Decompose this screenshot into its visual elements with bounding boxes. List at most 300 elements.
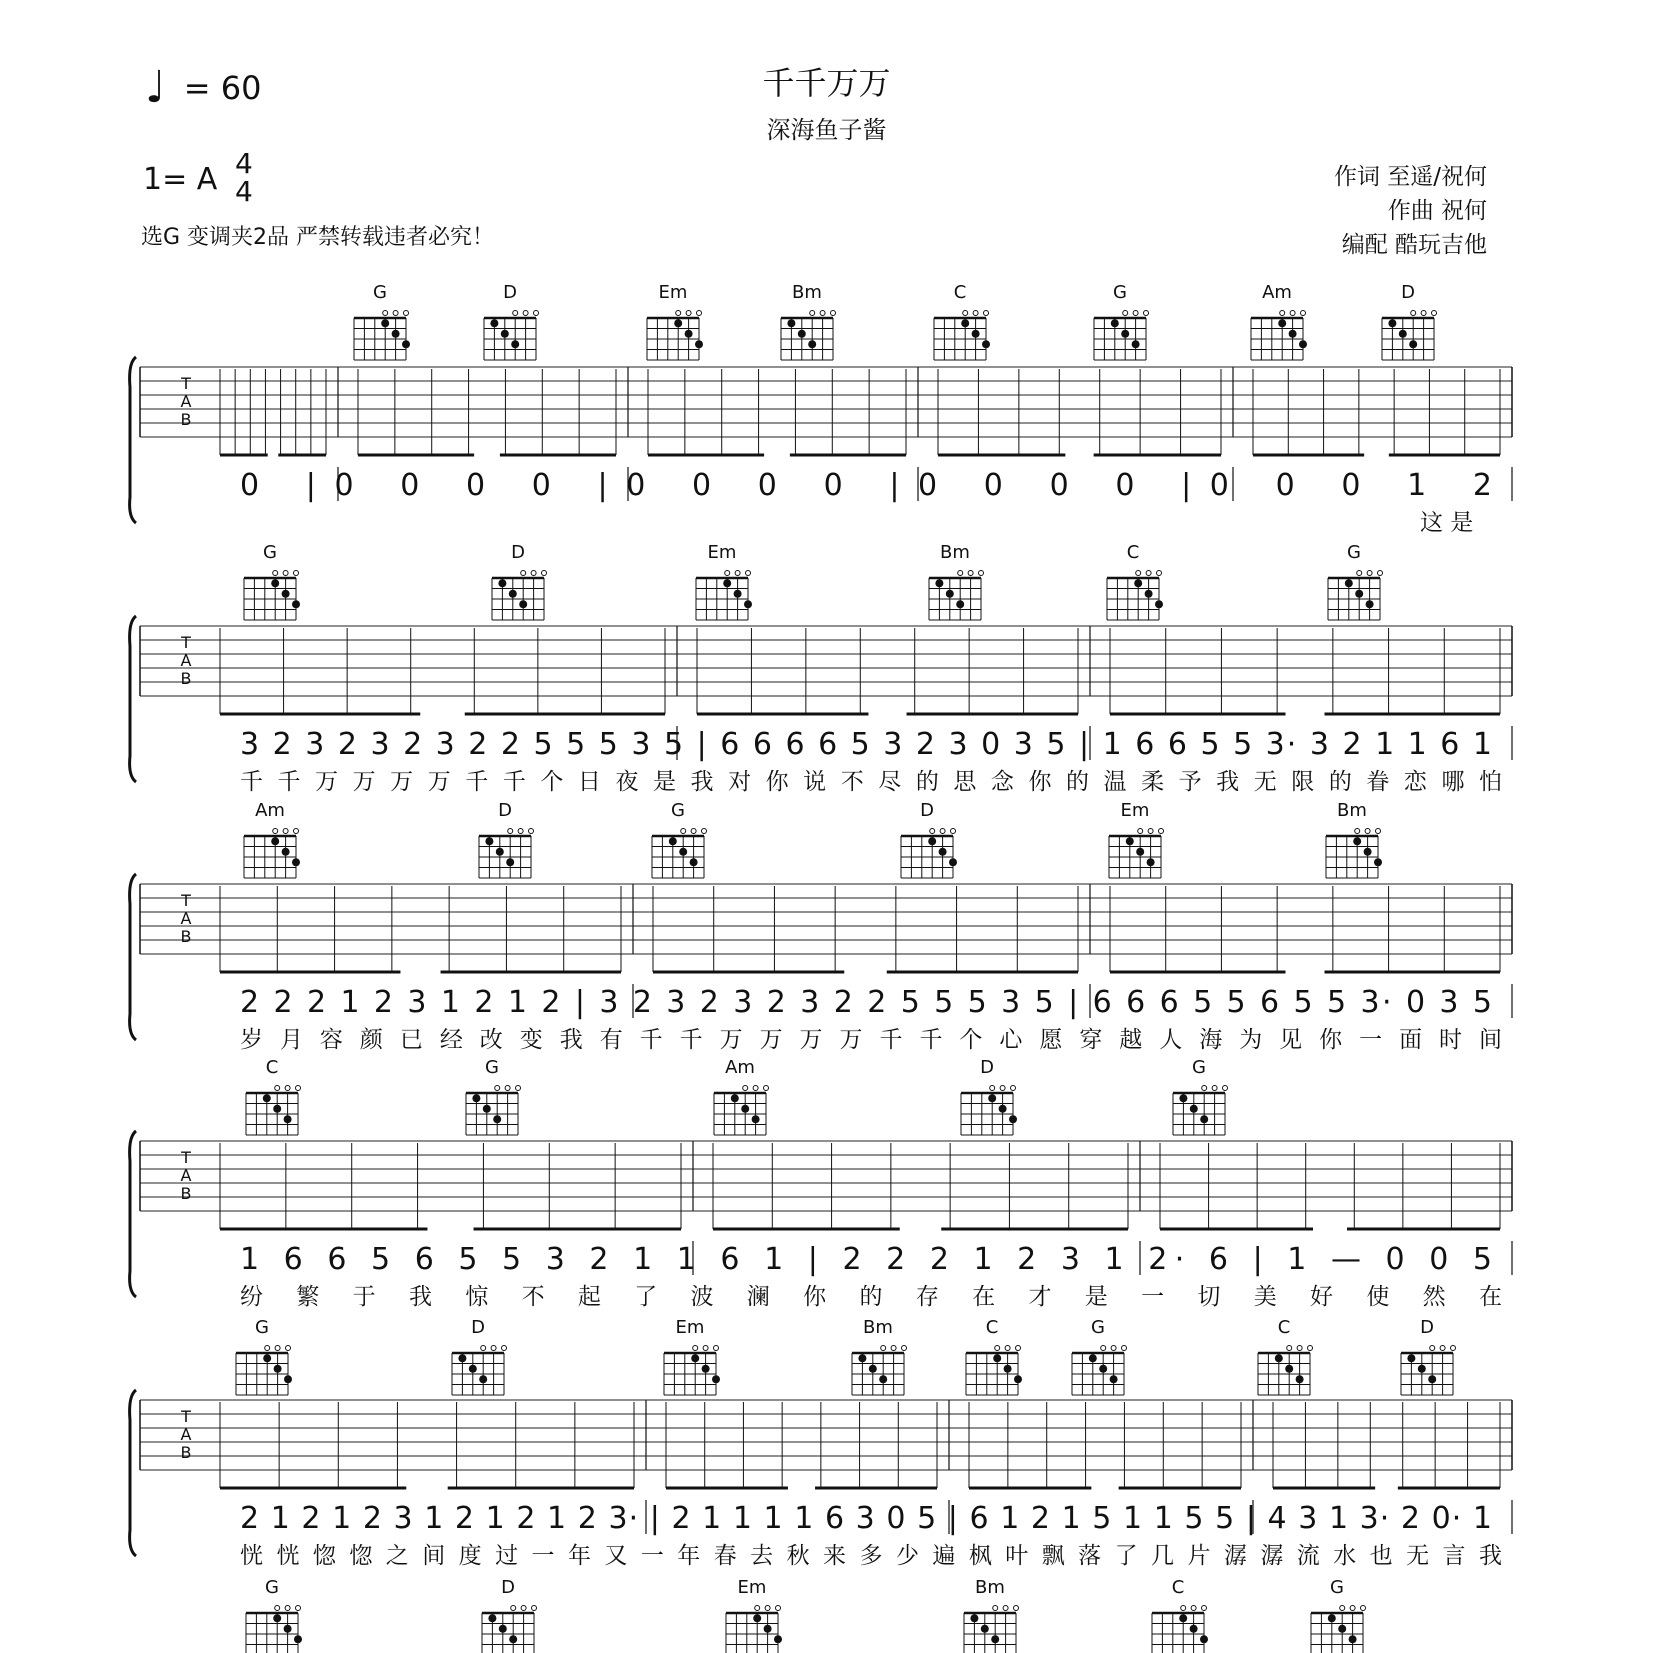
chord-diagram: [781, 282, 836, 360]
open-string-marker: [275, 1086, 280, 1091]
open-string-marker: [930, 829, 935, 834]
chord-name: Am: [725, 1057, 755, 1078]
chord-diagram: [964, 1577, 1019, 1653]
open-string-marker: [891, 1346, 896, 1351]
chord-finger-dot: [271, 579, 279, 587]
chord-finger-dot: [991, 1635, 999, 1643]
open-string-marker: [534, 311, 539, 316]
chord-finger-dot: [1009, 1115, 1017, 1123]
tab-clef-letter: T: [181, 891, 191, 910]
open-string-marker: [755, 1606, 760, 1611]
chord-finger-dot: [1353, 837, 1361, 845]
open-string-marker: [735, 571, 740, 576]
chord-name: C: [953, 282, 967, 303]
open-string-marker: [1451, 1346, 1456, 1351]
chord-name: C: [1277, 1317, 1291, 1338]
open-string-marker: [714, 1346, 719, 1351]
chord-finger-dot: [1200, 1635, 1208, 1643]
chord-finger-dot: [869, 1365, 877, 1373]
chord-finger-dot: [1407, 1354, 1415, 1362]
open-string-marker: [273, 829, 278, 834]
chord-finger-dot: [1014, 1375, 1022, 1383]
chord-name: G: [485, 1057, 499, 1078]
open-string-marker: [1367, 571, 1372, 576]
chord-name: D: [1420, 1317, 1434, 1338]
chord-name: D: [980, 1057, 994, 1078]
open-string-marker: [765, 1606, 770, 1611]
chord-finger-dot: [970, 1614, 978, 1622]
open-string-marker: [532, 1606, 537, 1611]
open-string-marker: [1411, 311, 1416, 316]
chord-finger-dot: [774, 1635, 782, 1643]
open-string-marker: [1011, 1086, 1016, 1091]
open-string-marker: [383, 311, 388, 316]
chord-finger-dot: [1132, 340, 1140, 348]
open-string-marker: [1365, 829, 1370, 834]
tab-clef-letter: T: [181, 1407, 191, 1426]
open-string-marker: [1148, 829, 1153, 834]
chord-finger-dot: [764, 1625, 772, 1633]
score-system: [246, 1577, 1366, 1653]
open-string-marker: [958, 571, 963, 576]
chord-finger-dot: [879, 1375, 887, 1383]
chord-name: G: [1330, 1577, 1344, 1598]
open-string-marker: [940, 829, 945, 834]
tab-clef-letter: A: [180, 1166, 192, 1185]
chord-finger-dot: [483, 1105, 491, 1113]
chord-finger-dot: [499, 1625, 507, 1633]
tab-clef-letter: A: [180, 392, 192, 411]
open-string-marker: [993, 1606, 998, 1611]
open-string-marker: [404, 311, 409, 316]
chord-finger-dot: [1004, 1365, 1012, 1373]
open-string-marker: [502, 1346, 507, 1351]
chord-finger-dot: [1374, 858, 1382, 866]
chord-diagram: [714, 1057, 769, 1135]
chord-name: G: [265, 1577, 279, 1598]
open-string-marker: [1432, 311, 1437, 316]
time-signature-bottom: 4: [235, 175, 253, 208]
chord-finger-dot: [939, 848, 947, 856]
numbered-notation: 2 2 2 1 2 3 1 2 1 2 | 3 2 3 2 3 2 3 2 2 5 5 5 3 5 | 6 6 6 5 5 6 5 5 3· 0 3 5: [240, 985, 1492, 1020]
chord-name: D: [920, 800, 934, 821]
open-string-marker: [810, 311, 815, 316]
numbered-notation: 3 2 3 2 3 2 3 2 2 5 5 5 3 5 | 6 6 6 6 5 3 2 3 0 3 5 | 1 6 6 5 5 3· 3 2 1 1 6 1: [240, 727, 1492, 762]
open-string-marker: [283, 829, 288, 834]
open-string-marker: [511, 1606, 516, 1611]
chord-name: Em: [675, 1317, 705, 1338]
chord-diagram: [1251, 282, 1307, 360]
chord-diagram: [726, 1577, 782, 1653]
chord-diagram: [484, 282, 539, 360]
open-string-marker: [725, 571, 730, 576]
chord-finger-dot: [1179, 1094, 1187, 1102]
chord-finger-dot: [271, 837, 279, 845]
numbered-notation: 1 6 6 5 6 5 5 3 2 1 1 6 1 | 2 2 2 1 2 3 1 2· 6 | 1 — 0 0 5: [240, 1242, 1493, 1277]
open-string-marker: [393, 311, 398, 316]
chord-finger-dot: [1200, 1115, 1208, 1123]
open-string-marker: [481, 1346, 486, 1351]
chord-name: C: [985, 1317, 999, 1338]
chord-finger-dot: [284, 1375, 292, 1383]
chord-finger-dot: [1299, 340, 1307, 348]
open-string-marker: [521, 1606, 526, 1611]
chord-finger-dot: [493, 1115, 501, 1123]
chord-finger-dot: [294, 1635, 302, 1643]
chord-diagram: [652, 800, 707, 878]
open-string-marker: [995, 1346, 1000, 1351]
open-string-marker: [294, 829, 299, 834]
chord-diagram: [1109, 800, 1164, 878]
chord-finger-dot: [1388, 319, 1396, 327]
chord-finger-dot: [284, 1625, 292, 1633]
tab-clef-letter: T: [181, 374, 191, 393]
chord-finger-dot: [798, 330, 806, 338]
chord-finger-dot: [1349, 1635, 1357, 1643]
chord-diagram: [1258, 1317, 1313, 1395]
lyrics-line: 这 是: [1420, 510, 1474, 536]
numbered-notation: 2 1 2 1 2 3 1 2 1 2 1 2 3· | 2 1 1 1 1 6 3 0 5 | 6 1 2 1 5 1 1 5 5 | 4 3 1 3· 2 0· 1: [240, 1501, 1492, 1536]
time-signature-top: 4: [235, 147, 253, 180]
tab-clef-letter: T: [181, 633, 191, 652]
chord-finger-dot: [858, 1354, 866, 1362]
open-string-marker: [743, 1086, 748, 1091]
chord-finger-dot: [674, 319, 682, 327]
chord-finger-dot: [1328, 1614, 1336, 1622]
score-system: [130, 282, 1512, 536]
chord-finger-dot: [273, 1614, 281, 1622]
chord-finger-dot: [1190, 1625, 1198, 1633]
open-string-marker: [1440, 1346, 1445, 1351]
chord-finger-dot: [1155, 600, 1163, 608]
chord-finger-dot: [723, 579, 731, 587]
chord-diagram: [852, 1317, 907, 1395]
chord-diagram: [1311, 1577, 1366, 1653]
chord-name: D: [501, 1577, 515, 1598]
lyrics-line: 岁 月 容 颜 已 经 改 变 我 有 千 千 万 万 万 万 千 千 个 心 愿 穿 越 人 海 为 见 你 一 面 时 间: [240, 1027, 1502, 1053]
chord-finger-dot: [734, 590, 742, 598]
tab-clef-letter: B: [180, 927, 192, 946]
chord-finger-dot: [1110, 1375, 1118, 1383]
open-string-marker: [676, 311, 681, 316]
chord-finger-dot: [1345, 579, 1353, 587]
chord-diagram: [1382, 282, 1437, 360]
chord-finger-dot: [946, 590, 954, 598]
open-string-marker: [1287, 1346, 1292, 1351]
chord-name: Em: [707, 542, 737, 563]
chord-name: G: [671, 800, 685, 821]
chord-diagram: [1173, 1057, 1228, 1135]
open-string-marker: [1122, 1346, 1127, 1351]
chord-diagram: [647, 282, 703, 360]
chord-diagram: [246, 1577, 302, 1653]
tab-clef-letter: B: [180, 1184, 192, 1203]
system-bracket: [130, 1390, 136, 1556]
open-string-marker: [265, 1346, 270, 1351]
chord-diagram: [1107, 542, 1163, 620]
chord-finger-dot: [1418, 1365, 1426, 1373]
open-string-marker: [1133, 311, 1138, 316]
open-string-marker: [508, 829, 513, 834]
chord-finger-dot: [488, 1614, 496, 1622]
chord-name: Bm: [1337, 800, 1367, 821]
chord-name: D: [511, 542, 525, 563]
open-string-marker: [753, 1086, 758, 1091]
open-string-marker: [1223, 1086, 1228, 1091]
tab-clef-letter: B: [180, 669, 192, 688]
chord-finger-dot: [1366, 600, 1374, 608]
chord-name: G: [1091, 1317, 1105, 1338]
open-string-marker: [703, 1346, 708, 1351]
chord-name: Am: [255, 800, 285, 821]
chord-finger-dot: [1147, 858, 1155, 866]
chord-diagram: [492, 542, 547, 620]
chord-diagram: [696, 542, 752, 620]
open-string-marker: [1181, 1606, 1186, 1611]
open-string-marker: [1350, 1606, 1355, 1611]
lyrics-line: 千 千 万 万 万 万 千 千 个 日 夜 是 我 对 你 说 不 尽 的 思 念 你 的 温 柔 予 我 无 限 的 眷 恋 哪 怕: [240, 769, 1502, 795]
chord-finger-dot: [993, 1354, 1001, 1362]
open-string-marker: [294, 571, 299, 576]
open-string-marker: [831, 311, 836, 316]
chord-finger-dot: [1089, 1354, 1097, 1362]
chord-name: G: [1113, 282, 1127, 303]
tab-clef-letter: A: [180, 909, 192, 928]
chord-finger-dot: [753, 1614, 761, 1622]
score-system: [130, 1317, 1512, 1569]
chord-name: Em: [1120, 800, 1150, 821]
chord-finger-dot: [509, 1635, 517, 1643]
chord-finger-dot: [787, 319, 795, 327]
open-string-marker: [697, 311, 702, 316]
open-string-marker: [516, 1086, 521, 1091]
chord-finger-dot: [392, 330, 400, 338]
chord-finger-dot: [1134, 579, 1142, 587]
chord-finger-dot: [988, 1094, 996, 1102]
chord-finger-dot: [741, 1105, 749, 1113]
lyrics-line: 恍 恍 惚 惚 之 间 度 过 一 年 又 一 年 春 去 秋 来 多 少 遍 枫 叶 飘 落 了 几 片 潺 潺 流 水 也 无 言 我: [240, 1543, 1502, 1569]
system-bracket: [130, 1131, 136, 1297]
open-string-marker: [973, 311, 978, 316]
chord-finger-dot: [982, 340, 990, 348]
chord-finger-dot: [685, 330, 693, 338]
chord-name: Bm: [792, 282, 822, 303]
chord-finger-dot: [1179, 1614, 1187, 1622]
open-string-marker: [505, 1086, 510, 1091]
chord-finger-dot: [509, 590, 517, 598]
chord-finger-dot: [1099, 1365, 1107, 1373]
numbered-notation: 0 |0 0 0 0 |0 0 0 0 |0 0 0 0 |0 0 0 1 2: [240, 468, 1493, 503]
chord-finger-dot: [263, 1354, 271, 1362]
open-string-marker: [1340, 1606, 1345, 1611]
chord-diagram: [1152, 1577, 1208, 1653]
open-string-marker: [1101, 1346, 1106, 1351]
open-string-marker: [902, 1346, 907, 1351]
open-string-marker: [1144, 311, 1149, 316]
open-string-marker: [1146, 571, 1151, 576]
open-string-marker: [529, 829, 534, 834]
open-string-marker: [283, 571, 288, 576]
open-string-marker: [984, 311, 989, 316]
chord-finger-dot: [1355, 590, 1363, 598]
open-string-marker: [513, 311, 518, 316]
open-string-marker: [1212, 1086, 1217, 1091]
chord-finger-dot: [282, 848, 290, 856]
chord-name: Am: [1262, 282, 1292, 303]
tab-clef-letter: A: [180, 1425, 192, 1444]
open-string-marker: [1430, 1346, 1435, 1351]
open-string-marker: [881, 1346, 886, 1351]
chord-name: Bm: [940, 542, 970, 563]
chord-finger-dot: [1145, 590, 1153, 598]
chord-diagram: [1094, 282, 1149, 360]
chord-diagram: [452, 1317, 507, 1395]
chord-finger-dot: [1136, 848, 1144, 856]
open-string-marker: [523, 311, 528, 316]
chord-name: Bm: [975, 1577, 1005, 1598]
chord-finger-dot: [702, 1365, 710, 1373]
open-string-marker: [1138, 829, 1143, 834]
chord-finger-dot: [292, 600, 300, 608]
tempo-value: = 60: [183, 68, 262, 107]
chord-diagram: [1326, 800, 1382, 878]
open-string-marker: [285, 1606, 290, 1611]
open-string-marker: [1376, 829, 1381, 834]
chord-name: G: [255, 1317, 269, 1338]
open-string-marker: [1280, 311, 1285, 316]
chord-finger-dot: [669, 837, 677, 845]
open-string-marker: [1005, 1346, 1010, 1351]
score-system: [130, 1057, 1512, 1310]
chord-diagram: [246, 1057, 301, 1135]
chord-name: D: [1401, 282, 1415, 303]
tab-clef-letter: T: [181, 1148, 191, 1167]
open-string-marker: [273, 571, 278, 576]
chord-finger-dot: [1409, 340, 1417, 348]
open-string-marker: [518, 829, 523, 834]
arranger-credit: 编配 酷玩吉他: [1341, 232, 1487, 258]
open-string-marker: [968, 571, 973, 576]
open-string-marker: [521, 571, 526, 576]
composer-credit: 作曲 祝何: [1387, 198, 1487, 224]
chord-finger-dot: [292, 858, 300, 866]
open-string-marker: [1378, 571, 1383, 576]
chord-finger-dot: [1428, 1375, 1436, 1383]
chord-diagram: [354, 282, 410, 360]
chord-finger-dot: [679, 848, 687, 856]
open-string-marker: [1421, 311, 1426, 316]
chord-diagram: [479, 800, 534, 878]
chord-finger-dot: [479, 1375, 487, 1383]
tab-clef-letter: A: [180, 651, 192, 670]
open-string-marker: [491, 1346, 496, 1351]
open-string-marker: [1014, 1606, 1019, 1611]
chord-finger-dot: [752, 1115, 760, 1123]
open-string-marker: [820, 311, 825, 316]
chord-diagram: [934, 282, 990, 360]
lyricist-credit: 作词 至遥/祝何: [1333, 164, 1487, 190]
chord-name: Em: [737, 1577, 767, 1598]
chord-name: Em: [658, 282, 688, 303]
capo-note: 选G 变调夹2品 严禁转载违者必究！: [141, 225, 495, 250]
quarter-note-icon: ♩: [145, 62, 166, 113]
chord-finger-dot: [1275, 1354, 1283, 1362]
open-string-marker: [1355, 829, 1360, 834]
open-string-marker: [746, 571, 751, 576]
open-string-marker: [1202, 1606, 1207, 1611]
open-string-marker: [1290, 311, 1295, 316]
chord-finger-dot: [1111, 319, 1119, 327]
system-bracket: [130, 874, 136, 1040]
chord-finger-dot: [1296, 1375, 1304, 1383]
open-string-marker: [951, 829, 956, 834]
song-title: 千千万万: [762, 64, 891, 102]
open-string-marker: [681, 829, 686, 834]
chord-finger-dot: [712, 1375, 720, 1383]
system-bracket: [130, 357, 136, 523]
score-system: [130, 542, 1512, 795]
chord-name: G: [263, 542, 277, 563]
system-bracket: [130, 616, 136, 782]
chord-finger-dot: [956, 600, 964, 608]
chord-name: D: [498, 800, 512, 821]
chord-finger-dot: [274, 1365, 282, 1373]
open-string-marker: [286, 1346, 291, 1351]
open-string-marker: [963, 311, 968, 316]
open-string-marker: [1157, 571, 1162, 576]
chord-finger-dot: [1364, 848, 1372, 856]
chord-finger-dot: [1399, 330, 1407, 338]
open-string-marker: [1357, 571, 1362, 576]
chord-finger-dot: [1289, 330, 1297, 338]
open-string-marker: [1361, 1606, 1366, 1611]
chord-finger-dot: [690, 858, 698, 866]
open-string-marker: [1111, 1346, 1116, 1351]
chord-finger-dot: [961, 319, 969, 327]
chord-finger-dot: [501, 330, 509, 338]
chord-finger-dot: [1338, 1625, 1346, 1633]
chord-finger-dot: [981, 1625, 989, 1633]
chord-name: Bm: [863, 1317, 893, 1338]
chord-diagram: [929, 542, 984, 620]
chord-diagram: [482, 1577, 537, 1653]
chord-finger-dot: [928, 837, 936, 845]
tab-clef-letter: B: [180, 1443, 192, 1462]
chord-finger-dot: [282, 590, 290, 598]
chord-finger-dot: [490, 319, 498, 327]
chord-finger-dot: [402, 340, 410, 348]
chord-finger-dot: [1285, 1365, 1293, 1373]
open-string-marker: [1301, 311, 1306, 316]
chord-finger-dot: [999, 1105, 1007, 1113]
open-string-marker: [1308, 1346, 1313, 1351]
chord-finger-dot: [949, 858, 957, 866]
chord-name: C: [1126, 542, 1140, 563]
chord-diagram: [466, 1057, 521, 1135]
open-string-marker: [979, 571, 984, 576]
open-string-marker: [1000, 1086, 1005, 1091]
chord-finger-dot: [485, 837, 493, 845]
open-string-marker: [531, 571, 536, 576]
open-string-marker: [542, 571, 547, 576]
chord-finger-dot: [1278, 319, 1286, 327]
score-system: [130, 800, 1512, 1053]
open-string-marker: [275, 1346, 280, 1351]
key-signature: 1= A: [143, 162, 218, 197]
chord-name: C: [265, 1057, 279, 1078]
chord-diagram: [961, 1057, 1017, 1135]
chord-name: C: [1171, 1577, 1185, 1598]
